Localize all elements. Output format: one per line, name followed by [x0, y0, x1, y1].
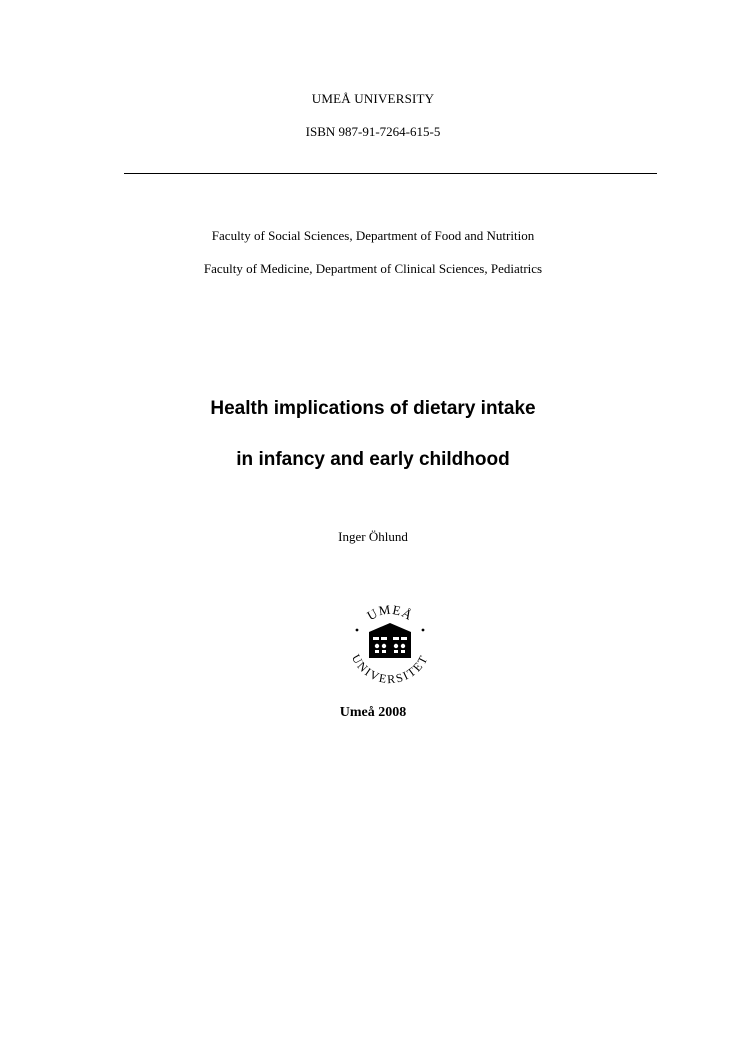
horizontal-rule — [124, 173, 657, 174]
faculty-line-2: Faculty of Medicine, Department of Clinical Sciences, Pediatrics — [203, 261, 543, 276]
place-and-year: Umeå 2008 — [339, 705, 407, 720]
author-name: Inger Öhlund — [338, 529, 408, 544]
thesis-title-line-2: in infancy and early childhood — [236, 449, 510, 470]
seal-top-text: UMEÅ — [364, 601, 416, 624]
isbn: ISBN 987-91-7264-615-5 — [305, 124, 441, 139]
university-seal-icon — [337, 592, 443, 698]
thesis-title-line-1: Health implications of dietary intake — [210, 398, 536, 419]
seal-ring-text: UNIVERSITET — [348, 651, 432, 687]
university-name: UMEÅ UNIVERSITY — [311, 91, 435, 106]
svg-text:UMEÅ — [364, 602, 415, 624]
faculty-line-1: Faculty of Social Sciences, Department of Food and Nutrition — [211, 228, 535, 243]
